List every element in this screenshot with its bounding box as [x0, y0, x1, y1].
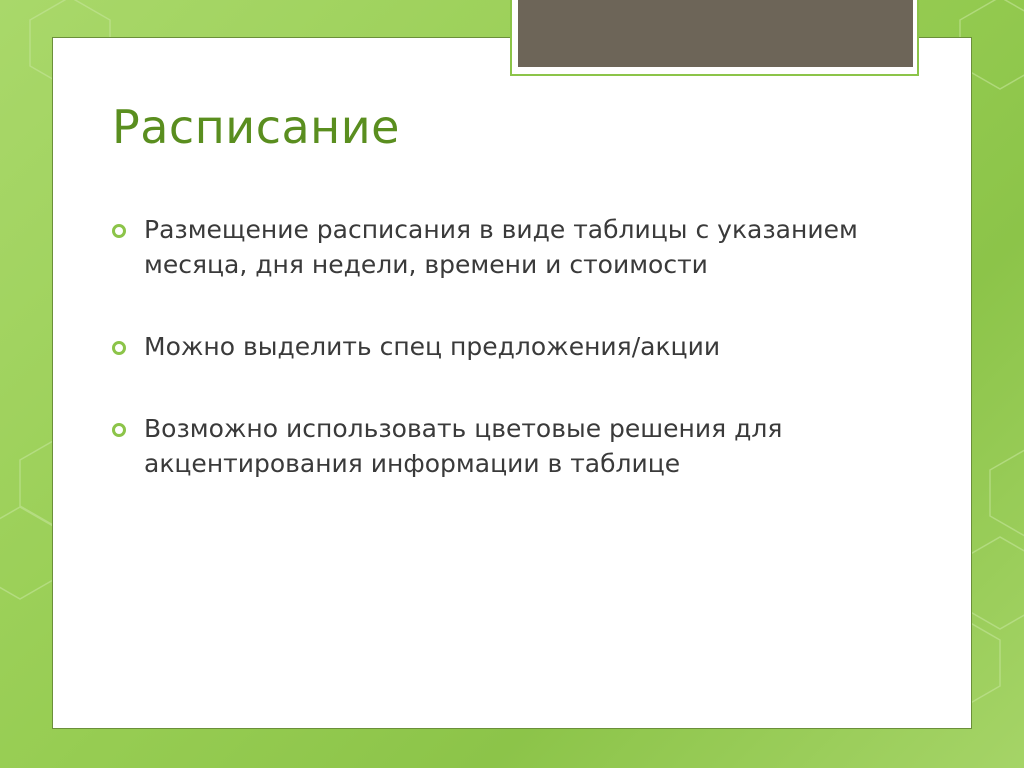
slide-title: Расписание — [112, 100, 400, 154]
bullet-text: Размещение расписания в виде таблицы с указанием месяца, дня недели, времени и стоимости — [144, 215, 858, 279]
bullet-list — [112, 212, 872, 528]
bullet-text: Можно выделить спец предложения/акции — [144, 332, 721, 361]
ring-bullet-icon — [112, 423, 126, 437]
bullet-text: Возможно использовать цветовые решения для акцентирования информации в таблице — [144, 414, 783, 478]
bullet-item — [112, 411, 872, 481]
bullet-item — [112, 329, 872, 364]
ring-bullet-icon — [112, 341, 126, 355]
bullet-item — [112, 212, 872, 282]
accent-box — [518, 0, 913, 67]
ring-bullet-icon — [112, 224, 126, 238]
